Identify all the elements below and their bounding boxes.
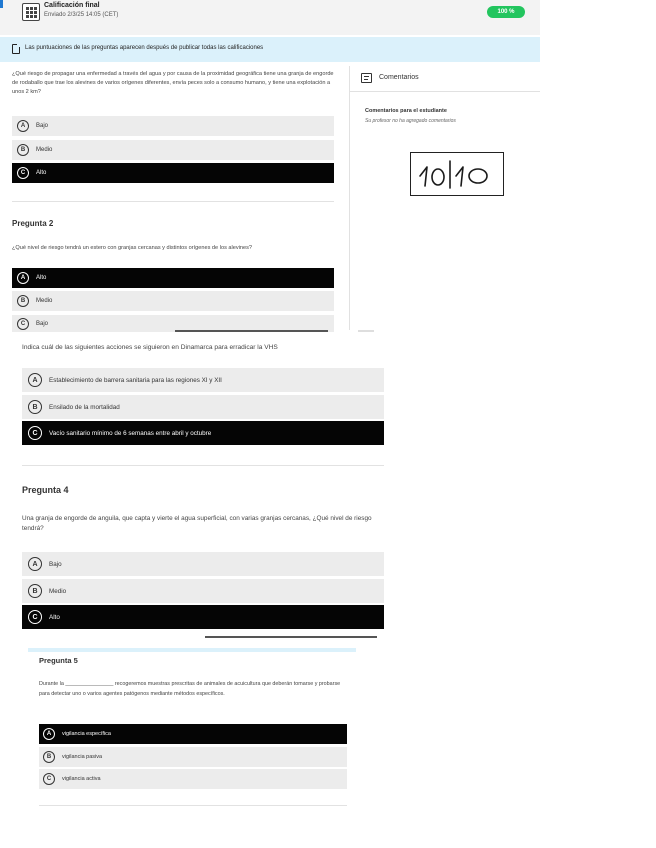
submitted-date: Enviado 2/3/25 14:05 (CET) [44, 12, 119, 18]
option-label: Medio [49, 587, 67, 595]
question-5-title: Pregunta 5 [39, 656, 78, 665]
option-letter: A [17, 120, 29, 132]
question-3-text: Indica cuál de las siguientes acciones se siguieron en Dinamarca para erradicar la VHS [22, 344, 278, 351]
question-1-option-c[interactable] [12, 163, 334, 183]
divider [22, 465, 384, 466]
question-2-option-a[interactable] [12, 268, 334, 288]
question-3-option-b[interactable] [22, 395, 384, 419]
option-letter: B [17, 144, 29, 156]
question-4-text: Una granja de engorde de anguila, que capta y vierte el agua superficial, con varias granjas cercanas, ¿Qué nivel de riesgo tendrá? [22, 515, 372, 532]
question-3-option-c[interactable] [22, 421, 384, 445]
question-2-text: ¿Qué nivel de riesgo tendrá un estero con granjas cercanas y distintos orígenes de los alevines? [12, 245, 253, 251]
question-5-option-a[interactable] [39, 724, 347, 744]
option-label: vigilancia activa [62, 776, 101, 782]
screenshot-edge-line [205, 636, 377, 638]
option-label: Alto [36, 275, 47, 281]
divider [12, 201, 334, 202]
option-label: Bajo [36, 320, 49, 327]
option-letter: C [43, 773, 55, 785]
question-1-option-b[interactable] [12, 140, 334, 160]
divider [358, 330, 374, 332]
option-label: vigilancia pasiva [62, 754, 103, 760]
option-letter: C [17, 318, 29, 330]
option-label: Bajo [36, 123, 49, 129]
option-label: Ensilado de la mortalidad [49, 403, 120, 411]
question-5-option-c[interactable] [39, 769, 347, 789]
comment-icon [361, 73, 372, 83]
option-letter: B [17, 295, 29, 307]
comments-header [349, 66, 540, 92]
comments-title: Comentarios [379, 74, 419, 81]
option-letter: B [43, 751, 55, 763]
option-label: Alto [36, 170, 47, 176]
option-letter: C [28, 610, 42, 624]
option-letter: A [28, 557, 42, 571]
option-label: vigilancia específica [62, 731, 111, 737]
score-badge: 100 % [487, 6, 525, 18]
option-letter: C [17, 167, 29, 179]
question-1-option-a[interactable] [12, 116, 334, 136]
option-letter: A [17, 272, 29, 284]
question-1-text: ¿Qué riesgo de propagar una enfermedad a través del agua y por causa de la proximidad geográfica tiene una granja de engorde de rodaballo que trae los alevines de varios orígenes diferentes, envía peces solo a consumo humano, y tiene una explotación a unos 2 km? [12, 71, 334, 95]
question-3-option-a[interactable] [22, 368, 384, 392]
question-2-option-b[interactable] [12, 291, 334, 311]
option-label: Bajo [49, 560, 62, 568]
option-letter: A [43, 728, 55, 740]
option-label: Medio [36, 298, 53, 304]
accent-bar [0, 0, 3, 8]
option-label: Medio [36, 147, 53, 153]
option-label: Vacío sanitario mínimo de 6 semanas entre abril y octubre [49, 429, 212, 437]
question-5-option-b[interactable] [39, 747, 347, 767]
grade-title: Calificación final [44, 2, 100, 9]
option-letter: B [28, 400, 42, 414]
question-4-option-a[interactable] [22, 552, 384, 576]
option-letter: B [28, 584, 42, 598]
divider [39, 805, 347, 806]
question-4-option-b[interactable] [22, 579, 384, 603]
question-2-title: Pregunta 2 [12, 219, 54, 228]
screenshot-edge-line [175, 330, 328, 332]
document-icon [12, 44, 20, 54]
info-banner-text: Las puntuaciones de las preguntas aparecen después de publicar todas las calificaciones [25, 45, 264, 51]
question-4-option-c[interactable] [22, 605, 384, 629]
handwritten-score-drawing [410, 152, 504, 196]
option-letter: A [28, 373, 42, 387]
section-edge [28, 648, 356, 652]
comments-note: Su profesor no ha agregado comentarios [365, 118, 456, 124]
option-letter: C [28, 426, 42, 440]
option-label: Establecimiento de barrera sanitaria para las regiones XI y XII [49, 376, 222, 384]
calculator-icon [22, 3, 40, 21]
comments-subtitle: Comentarios para el estudiante [365, 108, 447, 114]
question-4-title: Pregunta 4 [22, 485, 69, 495]
question-5-text: Durante la ________________ recogeremos muestras prescritas de animales de acuicultura que deberán tomarse y probarse para detectar uno o varios agentes patógenos mediante métodos específicos. [39, 681, 341, 697]
comments-panel [349, 66, 540, 330]
option-label: Alto [49, 613, 60, 621]
